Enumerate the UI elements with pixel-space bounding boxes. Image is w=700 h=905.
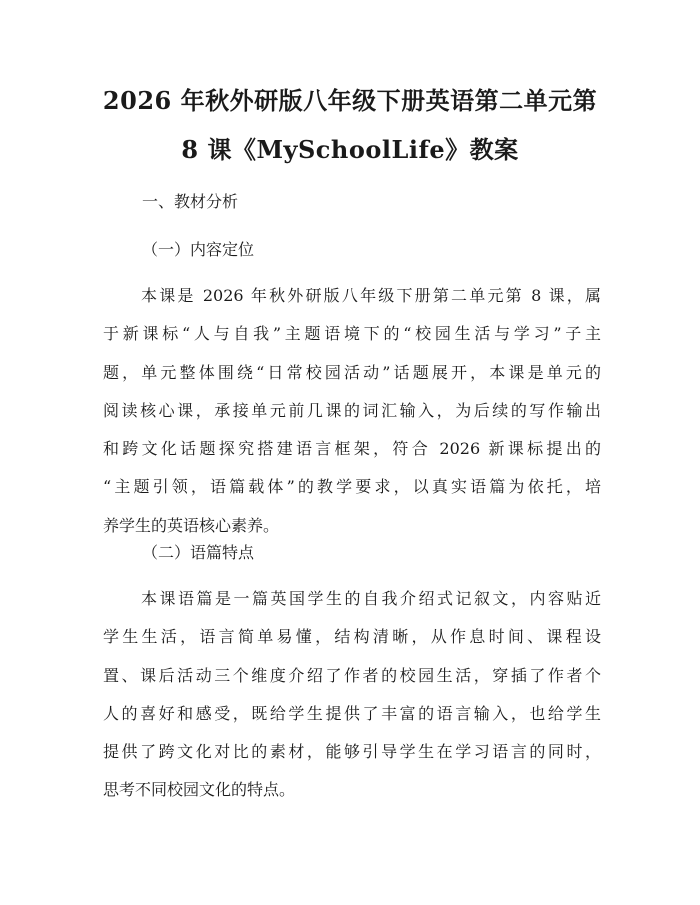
paragraph-line: 思考不同校园文化的特点。	[103, 780, 296, 800]
document-title-line-1: 2026 年秋外研版八年级下册英语第二单元第	[102, 86, 598, 115]
paragraph-line: 提供了跨文化对比的素材，能够引导学生在学习语言的同时，	[103, 742, 601, 762]
paragraph-line: 阅读核心课，承接单元前几课的词汇输入，为后续的写作输出	[103, 400, 601, 420]
subsection-heading-content-positioning: （一）内容定位	[142, 240, 255, 259]
paragraph-line: 本课语篇是一篇英国学生的自我介绍式记叙文，内容贴近	[141, 589, 601, 608]
paragraph-line: 本课是 2026 年秋外研版八年级下册第二单元第 8 课，属	[141, 286, 601, 305]
paragraph-text-features	[103, 580, 601, 810]
paragraph-line: 置、课后活动三个维度介绍了作者的校园生活，穿插了作者个	[103, 665, 601, 685]
paragraph-content-positioning	[103, 277, 601, 545]
paragraph-line: 养学生的英语核心素养。	[103, 515, 280, 535]
paragraph-line: 学生生活，语言简单易懂，结构清晰，从作息时间、课程设	[103, 627, 601, 647]
paragraph-line: 题，单元整体围绕“日常校园活动”话题展开，本课是单元的	[103, 362, 601, 382]
paragraph-line: 于新课标“人与自我”主题语境下的“校园生活与学习”子主	[103, 324, 601, 344]
paragraph-line: 人的喜好和感受，既给学生提供了丰富的语言输入，也给学生	[103, 703, 601, 723]
paragraph-line: “主题引领，语篇载体”的教学要求，以真实语篇为依托，培	[103, 477, 601, 497]
document-title-line-2: 8 课《MySchoolLife》教案	[181, 135, 519, 164]
paragraph-line: 和跨文化话题探究搭建语言框架，符合 2026 新课标提出的	[103, 439, 601, 459]
section-heading: 一、教材分析	[142, 192, 239, 211]
subsection-heading-text-features: （二）语篇特点	[142, 543, 255, 562]
